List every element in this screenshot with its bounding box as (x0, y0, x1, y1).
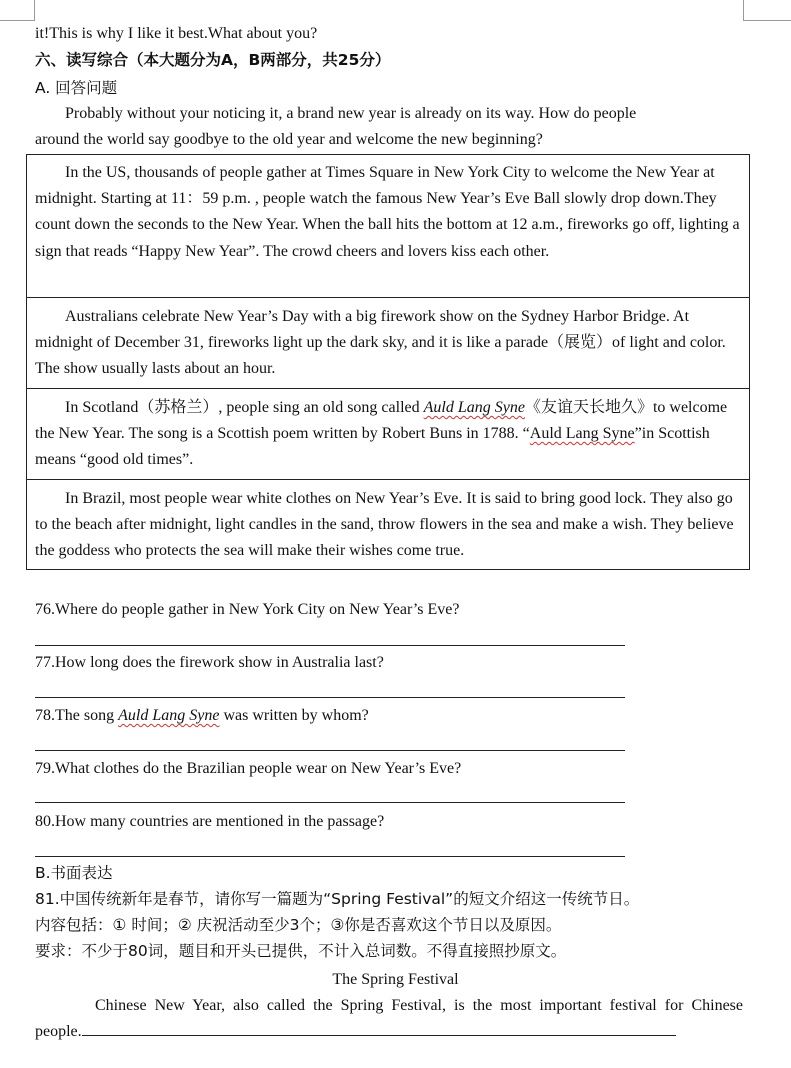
writing-rules: 要求：不少于80词，题目和开头已提供，不计入总词数。不得直接照抄原文。 (35, 942, 567, 960)
passage-australia-text: Australians celebrate New Year’s Day with a big firework show on the Sydney Harbor Bridge. At midnight of December 31, fireworks light up the dark sky, and it is like a parade（展览）of light and color. The show usually lasts about an hour. (35, 308, 726, 378)
intro-line-1: Probably without your noticing it, a brand new year is already on its way. How do people (65, 105, 637, 122)
passage-brazil-text: In Brazil, most people wear white clothes on New Year’s Eve. It is said to bring good lock. They also go to the beach after midnight, light candles in the sand, throw flowers in the sea and make a wish. They believe the goddess who protects the sea will make their wishes come true. (35, 490, 734, 560)
passage-australia (27, 304, 749, 383)
passage-us (27, 160, 749, 265)
question-78 (35, 706, 369, 726)
question-79: 79.What clothes do the Brazilian people wear on New Year’s Eve? (35, 760, 462, 777)
essay-opening (35, 993, 743, 1045)
page-corner-mark-left (0, 0, 35, 21)
answer-line-79[interactable] (35, 802, 625, 803)
passage-divider (27, 297, 749, 298)
essay-writing-line[interactable] (82, 1019, 676, 1036)
previous-text-line: it!This is why I like it best.What about you? (35, 25, 318, 42)
passage-us-text: In the US, thousands of people gather at Times Square in New York City to welcome the New Year at midnight. Starting at 11：59 p.m. , people watch the famous New Year’s Eve Ball slowly drop down.They count down the seconds to the New Year. When the ball hits the bottom at 12 a.m., fireworks go off, lighting a sign that reads “Happy New Year”. The crowd cheers and lovers kiss each other. (35, 164, 740, 260)
answer-line-77[interactable] (35, 697, 625, 698)
song-title: Auld Lang Syne (529, 425, 635, 443)
part-b-label: B.书面表达 (35, 864, 113, 882)
answer-line-78[interactable] (35, 750, 625, 751)
song-title: Auld Lang Syne (118, 707, 220, 724)
passage-scotland-text-3: ”in Scottish means “good old times”. (35, 425, 710, 469)
essay-opening-text: Chinese New Year, also called the Spring Festival, is the most important festival for Chinese people. (35, 997, 743, 1040)
question-76: 76.Where do people gather in New York City on New Year’s Eve? (35, 601, 460, 618)
part-a-label: A. 回答问题 (35, 79, 118, 97)
answer-line-80[interactable] (35, 856, 625, 857)
passage-scotland-text-1: In Scotland（苏格兰）, people sing an old song called (65, 399, 424, 416)
passage-scotland (27, 395, 749, 474)
question-81: 81.中国传统新年是春节，请你写一篇题为“Spring Festival”的短文介绍这一传统节日。 (35, 890, 640, 908)
intro-line-2: around the world say goodbye to the old year and welcome the new beginning? (35, 131, 543, 148)
passage-brazil (27, 486, 749, 565)
passage-divider (27, 388, 749, 389)
question-80: 80.How many countries are mentioned in the passage? (35, 813, 385, 830)
reading-passage-box (26, 154, 750, 570)
question-77: 77.How long does the firework show in Australia last? (35, 654, 384, 671)
answer-line-76[interactable] (35, 645, 625, 646)
song-title: Auld Lang Syne (423, 399, 525, 416)
essay-title: The Spring Festival (332, 971, 459, 988)
passage-scotland-text-2: 《友谊天长地久》to welcome the New Year. The song is a Scottish poem written by Robert Buns in 1788. “ (35, 399, 728, 443)
passage-divider (27, 479, 749, 480)
writing-content-requirements: 内容包括：① 时间；② 庆祝活动至少3个；③你是否喜欢这个节日以及原因。 (35, 916, 562, 934)
page-corner-mark-right (743, 0, 791, 21)
question-78-suffix: was written by whom? (219, 707, 369, 724)
section-heading: 六、读写综合（本大题分为A，B两部分，共25分） (35, 51, 391, 69)
question-78-prefix: 78.The song (35, 707, 119, 724)
